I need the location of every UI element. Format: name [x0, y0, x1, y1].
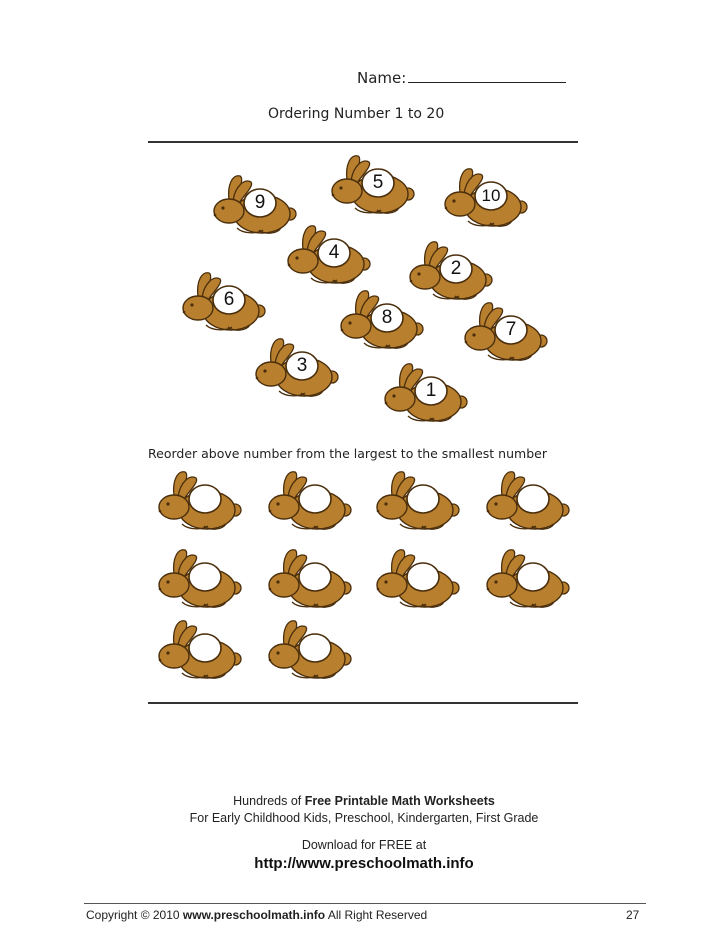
copyright-site-link[interactable]: www.preschoolmath.info — [182, 908, 326, 922]
copyright-text — [86, 908, 427, 922]
footer-line-1-prefix: Hundreds of — [233, 794, 305, 808]
numbered-bunny — [176, 267, 266, 337]
answer-bunny-blank[interactable] — [152, 615, 242, 685]
copyright-prefix: Copyright © 2010 — [86, 908, 183, 922]
numbered-bunny — [249, 333, 339, 403]
bunny-number: 3 — [296, 355, 308, 376]
numbered-bunny — [281, 220, 371, 290]
name-field — [357, 68, 566, 87]
answer-bunny-blank[interactable] — [370, 466, 460, 536]
worksheet-title: Ordering Number 1 to 20 — [268, 106, 445, 122]
instruction-text: Reorder above number from the largest to the smallest number — [148, 446, 547, 461]
numbered-bunny — [334, 285, 424, 355]
bunny-number: 5 — [372, 172, 384, 193]
bunny-number: 8 — [381, 307, 393, 328]
answer-bunny-blank[interactable] — [262, 544, 352, 614]
page-number: 27 — [626, 908, 640, 922]
numbered-bunny — [438, 163, 528, 233]
footer-line-3: Download for FREE at — [301, 838, 427, 852]
bunny-number: 9 — [254, 192, 266, 213]
bunny-number: 2 — [450, 258, 462, 279]
bunny-number: 10 — [481, 186, 501, 205]
answer-bunny-blank[interactable] — [152, 544, 242, 614]
copyright-divider — [84, 903, 646, 904]
copyright-suffix: All Right Reserved — [325, 908, 428, 922]
answer-bunny-blank[interactable] — [370, 544, 460, 614]
answer-bunny-blank[interactable] — [480, 466, 570, 536]
top-divider — [148, 141, 578, 143]
answer-bunny-blank[interactable] — [262, 466, 352, 536]
footer-line-1 — [0, 794, 728, 808]
bottom-divider — [148, 702, 578, 704]
footer-line-1-bold: Free Printable Math Worksheets — [304, 794, 495, 808]
footer-line-2: For Early Childhood Kids, Preschool, Kindergarten, First Grade — [189, 811, 539, 825]
numbered-bunny — [378, 358, 468, 428]
numbered-bunny — [458, 297, 548, 367]
bunny-number: 1 — [425, 380, 437, 401]
answer-bunny-blank[interactable] — [480, 544, 570, 614]
name-blank-line — [408, 68, 566, 83]
name-label: Name: — [357, 69, 407, 87]
footer-url-link[interactable]: http://www.preschoolmath.info — [254, 855, 474, 872]
answer-bunny-blank[interactable] — [152, 466, 242, 536]
bunny-number: 6 — [223, 289, 235, 310]
answer-bunny-blank[interactable] — [262, 615, 352, 685]
bunny-number: 7 — [505, 319, 517, 340]
numbered-bunny — [325, 150, 415, 220]
bunny-number: 4 — [328, 242, 340, 263]
